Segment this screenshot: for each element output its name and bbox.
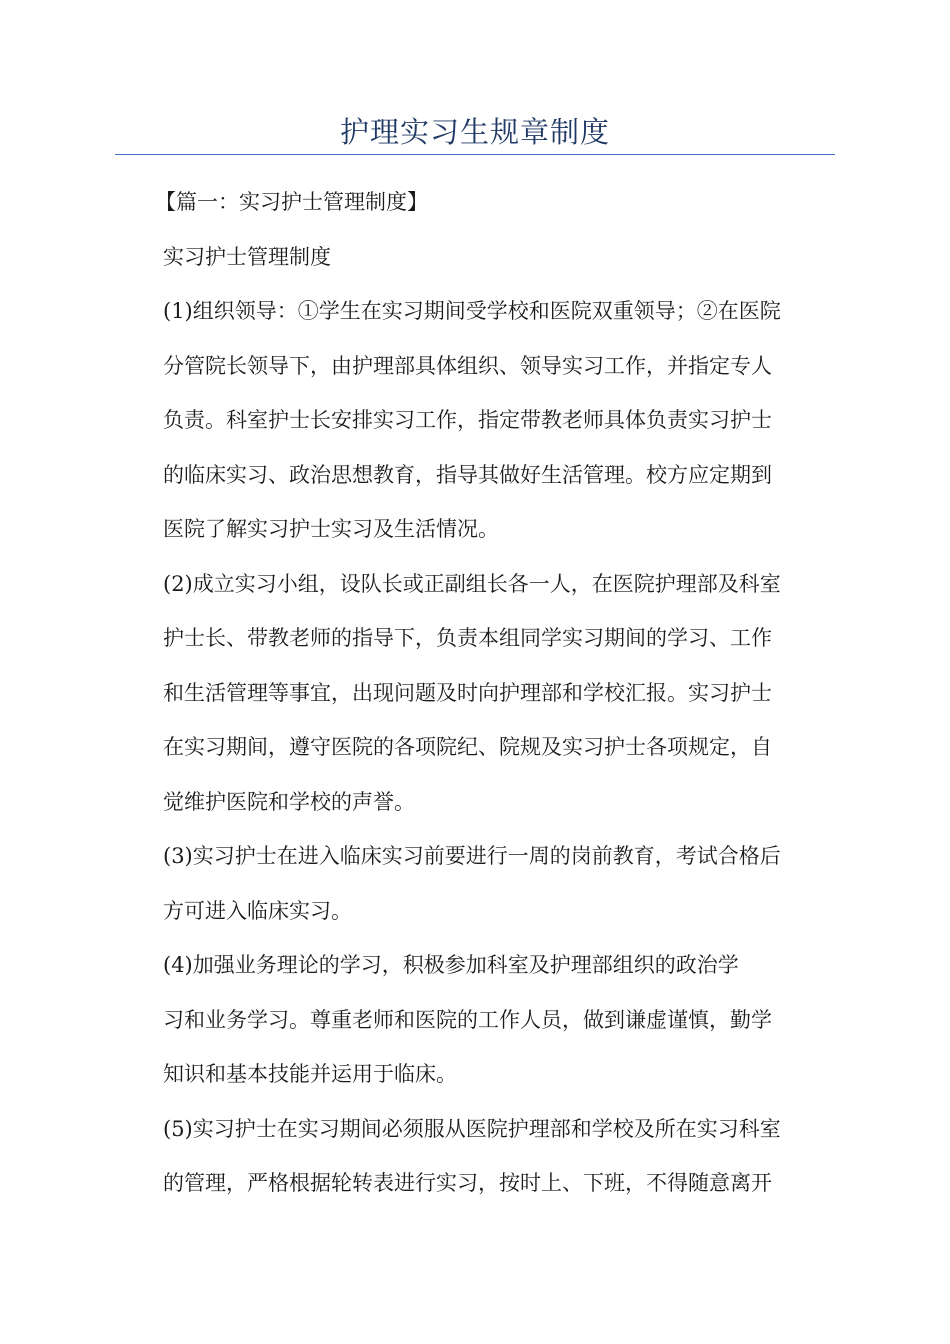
paragraph-line: (2)成立实习小组，设队长或正副组长各一人，在医院护理部及科室 bbox=[163, 571, 781, 596]
paragraph-line: (1)组织领导：①学生在实习期间受学校和医院双重领导；②在医院 bbox=[163, 299, 781, 323]
paragraph-line: 习和业务学习。尊重老师和医院的工作人员，做到谦虚谨慎，勤学 bbox=[163, 1007, 772, 1032]
document-title: 护理实习生规章制度 bbox=[339, 115, 610, 149]
paragraph-line: 在实习期间，遵守医院的各项院纪、院规及实习护士各项规定，自 bbox=[163, 735, 772, 759]
paragraph-line: 和生活管理等事宜，出现问题及时向护理部和学校汇报。实习护士 bbox=[163, 680, 772, 705]
paragraph-line: 的管理，严格根据轮转表进行实习，按时上、下班，不得随意离开 bbox=[163, 1171, 772, 1195]
paragraph-line: 医院了解实习护士实习及生活情况。 bbox=[163, 517, 499, 541]
paragraph-line: (3)实习护士在进入临床实习前要进行一周的岗前教育，考试合格后 bbox=[163, 844, 781, 868]
document-body bbox=[155, 175, 828, 1211]
paragraph-line: 知识和基本技能并运用于临床。 bbox=[163, 1062, 457, 1086]
paragraph-line: 负责。科室护士长安排实习工作，指定带教老师具体负责实习护士 bbox=[163, 408, 772, 432]
title-underline bbox=[115, 154, 835, 155]
paragraph-line: (4)加强业务理论的学习，积极参加科室及护理部组织的政治学 bbox=[163, 953, 739, 977]
paragraph-line: 护士长、带教老师的指导下，负责本组同学实习期间的学习、工作 bbox=[163, 626, 772, 650]
paragraph-line: (5)实习护士在实习期间必须服从医院护理部和学校及所在实习科室 bbox=[163, 1116, 781, 1141]
paragraph-line: 分管院长领导下，由护理部具体组织、领导实习工作，并指定专人 bbox=[163, 353, 772, 378]
paragraph-line: 的临床实习、政治思想教育，指导其做好生活管理。校方应定期到 bbox=[163, 462, 772, 487]
subheading: 实习护士管理制度 bbox=[163, 244, 331, 269]
paragraph-line: 觉维护医院和学校的声誉。 bbox=[163, 789, 415, 814]
paragraph-line: 方可进入临床实习。 bbox=[163, 898, 352, 923]
section-heading: 【篇一：实习护士管理制度】 bbox=[155, 190, 428, 214]
